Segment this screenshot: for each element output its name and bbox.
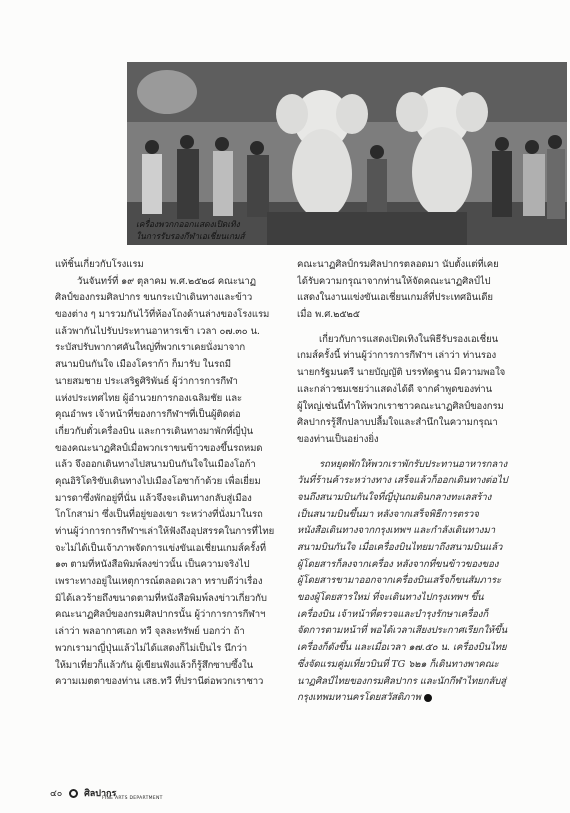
text-line: ผู้โดยสารก็ลงจากเครื่อง หลังจากที่ขนข้าวของของ: [297, 558, 499, 570]
text-line: สนามบินกันใจ เมืองโคราก้า ก็มารับ ในรถมี: [55, 359, 231, 371]
text-line: ผู้ใหญ่เช่นนี้ทำให้พวกเราชาวคณะนาฏศิลป์ของกรม: [297, 400, 504, 412]
text-line: เครื่องก็ดังขึ้น และเมื่อเวลา ๑๗.๕๐ น. เครื่องบินไทย: [297, 642, 507, 654]
text-line: ได้รับความกรุณาจากท่านให้จัดคณะนาฏศิลป์ไป: [297, 275, 491, 287]
text-line: ศิลปากรรู้สึกปลาบปลื้มใจและสำนึกในความกรุณา: [297, 417, 498, 429]
text-line: มิได้เลวร้ายถึงขนาดตามที่หนังสือพิมพ์ลงข่าวเกี่ยวกับ: [55, 592, 267, 604]
caption-line: ในการรับรองกีฬาเอเชี่ยนเกมส์: [136, 231, 245, 241]
text-line: วันจันทร์ที่ ๑๙ ตุลาคม พ.ศ.๒๕๒๘ คณะนาฏ: [77, 275, 256, 287]
text-line: นายกรัฐมนตรี นายบัญญัติ บรรทัดฐาน มีความพอใจ: [297, 367, 506, 379]
text-line: พวกเรามาญี่ปุ่นแล้วไม่ได้แสดงก็ไม่เป็นไร นึกว่า: [55, 642, 248, 654]
text-line: ผู้โดยสารขามาออกจากเครื่องบินเสร็จก็ขนสัมภาระ: [297, 575, 502, 587]
end-of-article-icon: [424, 694, 432, 702]
text-line: แสดงในงานแข่งขันเอเชี่ยนเกมส์ที่ประเทศอินเดีย: [297, 292, 493, 304]
magazine-logo-text: ศิลปากร: [84, 789, 117, 799]
text-line: ของท่านเป็นอย่างยิ่ง: [297, 433, 379, 445]
text-line: ๑๓ ตามที่หนังสือพิมพ์ลงข่าวนั้น เป็นความจริงไป: [55, 559, 250, 571]
magazine-logo-icon: [69, 789, 78, 798]
text-line: มารดาซึ่งพักอยู่ที่นั่น แล้วจึงจะเดินทางกลับสู่เมือง: [55, 492, 252, 504]
text-line: ท่านผู้ว่าการการกีฬาฯเล่าให้ฟังถึงอุปสรรคในการที่ไทย: [55, 526, 275, 537]
text-line: เมื่อ พ.ศ.๒๕๒๕: [297, 309, 360, 321]
text-line: นายสมชาย ประเสริฐศิริพันธ์ ผู้ว่าการการกีฬา: [55, 375, 238, 387]
text-line: คุณอิริโดริขับเดินทางไปเมืองโอซาก้าด้วย เพื่อเยี่ยม: [55, 475, 261, 487]
text-line: โกโกสาม่า ซึ่งเป็นที่อยู่ของเขา ระหว่างที่นั่งมาในรถ: [55, 509, 263, 521]
text-line: คณะนาฏศิลป์กรมศิลปากรตลอดมา นับตั้งแต่ที่เคย: [297, 259, 499, 270]
text-line: เกี่ยวกับตั๋วเครื่องบิน และการเดินทางมาพักที่ญี่ปุ่น: [55, 425, 254, 437]
text-line: ระบัสปรับพากาศคันใหญ่ที่พวกเราเคยนั่งมาจาก: [55, 342, 246, 354]
text-line: แห่งประเทศไทย ผู้อำนวยการกองเฉลิมชัย และ: [55, 392, 243, 404]
photo-caption: [136, 218, 266, 242]
text-line: เล่าว่า พลอากาศเอก ทวี จุลละทรัพย์ บอกว่า ถ้า: [55, 626, 245, 638]
text-line: แล้วพากันไปรับประทานอาหารเช้า เวลา ๐๗.๓๐ น.: [55, 325, 260, 337]
text-line: คณะนาฏศิลป์ของกรมศิลปากรนั้น ผู้ว่าการการกีฬาฯ: [55, 609, 266, 621]
magazine-logo-subtitle: FINE ARTS DEPARTMENT: [102, 796, 163, 801]
text-line: ให้มาเที่ยวก็แล้วกัน ผู้เขียนฟังแล้วก็รู้สึกซาบซึ้งใน: [55, 659, 254, 671]
text-line: เครื่องบิน เจ้าหน้าที่ตรวจและบำรุงรักษาเครื่องก็: [297, 608, 489, 620]
text-line: สนามบินกันใจ เมื่อเครื่องบินไทยมาถึงสนามบินแล้ว: [297, 542, 503, 553]
text-line: หนังสือเดินทางจากกรุงเทพฯ และกำลังเดินทางมา: [297, 525, 496, 537]
text-line: วันที่ร้านค้าระหว่างทาง เสร็จแล้วก็ออกเดินทางต่อไป: [297, 475, 508, 487]
text-line: รถหยุดพักให้พวกเราพักรับประทานอาหารกลาง: [319, 458, 508, 470]
text-line: เกี่ยวกับการแสดงเปิดเทิงในพิธีรับรองเอเชี่ยน: [319, 333, 499, 345]
text-line: นาฏศิลป์ไทยของกรมศิลปากร และนักกีฬาไทยกลับสู่: [297, 675, 507, 687]
section-heading: แท้ชิ้นเกี่ยวกับโรงแรม: [55, 259, 144, 270]
text-line: คุณอำพร เจ้าหน้าที่ของการกีฬาฯที่เป็นผู้ติดต่อ: [55, 409, 241, 421]
text-line: เพราะทางอยู่ในเหตุการณ์ตลอดเวลา ทราบดีว่าเรื่อง: [55, 576, 263, 588]
text-line: จนถึงสนามบินกันใจที่ญี่ปุ่นถมดินกลางทะเลสร้าง: [297, 491, 492, 503]
caption-line: เครื่องพวกกออกแสดงเปิดเทิง: [136, 219, 240, 229]
final-line-text: กรุงเทพมหานครโดยสวัสดิภาพ: [297, 692, 421, 704]
page-number: ๔๐: [50, 789, 63, 799]
text-line: เป็นสนามบินขึ้นมา หลังจากเสร็จพิธีการตรวจ: [297, 508, 479, 520]
text-line: เกมส์ครั้งนี้ ท่านผู้ว่าการการกีฬาฯ เล่าว่า ท่านรอง: [297, 350, 497, 362]
text-line: จะไม่ได้เป็นเจ้าภาพจัดการแข่งขันเอเชี่ยนเกมส์ครั้งที่: [55, 542, 266, 554]
text-line: ความเมตตาของท่าน เสธ.ทวี ที่ปรานีต่อพวกเราชาว: [55, 676, 264, 688]
text-line: แล้ว จึงออกเดินทางไปสนามบินกันใจในเมืองโอก้า: [55, 459, 256, 471]
left-column: [55, 257, 283, 691]
text-line: จัดการตามหน้าที่ พอได้เวลาเสียงประกาศเรียกให้ขึ้น: [297, 625, 508, 637]
text-line: ซึ่งจัดแรมคู่มเที่ยวบินที่ TG ๖๒๑ ก็เดินทางพาคณะ: [297, 658, 499, 670]
text-line: ของต่าง ๆ มารวมกันไว้ที่ห้องโถงด้านล่างของโรงแรม: [55, 309, 270, 321]
text-line: ของผู้โดยสารใหม่ ที่จะเดินทางไปกรุงเทพฯ ขึ้น: [297, 592, 484, 604]
text-line: และกล่าวชมเชยว่าแสดงได้ดี จากคำพูดของท่าน: [297, 383, 493, 395]
text-line: ของคณะนาฏศิลป์เมื่อพวกเราขนข้าวของขึ้นรถหมด: [55, 442, 263, 454]
text-line: [297, 690, 537, 707]
text-line: ศิลป์ของกรมศิลปากร ขนกระเป๋าเดินทางและข้าว: [55, 292, 253, 304]
right-column: [297, 257, 537, 707]
page-footer: [50, 786, 163, 801]
